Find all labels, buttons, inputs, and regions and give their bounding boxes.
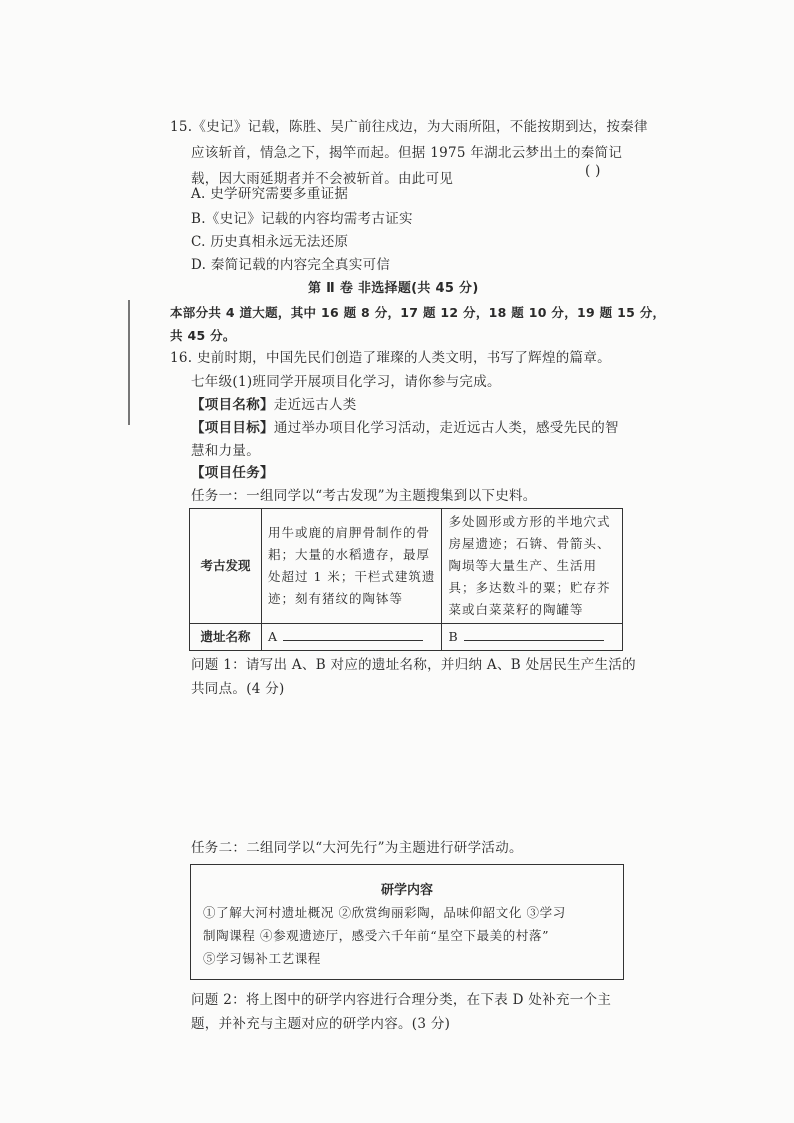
study-content-row2: 制陶课程 ④参观遗迹厅，感受六千年前“星空下最美的村落”	[203, 928, 550, 943]
task1-text: 任务一：一组同学以“考古发现”为主题搜集到以下史料。	[191, 488, 537, 504]
q16-line1: 16. 史前时期，中国先民们创造了璀璨的人类文明，书写了辉煌的篇章。	[170, 350, 611, 366]
project-name-label: 【项目名称】	[191, 397, 274, 413]
q16-line2: 七年级(1)班同学开展项目化学习，请你参与完成。	[191, 374, 501, 390]
project-goal-label: 【项目目标】	[191, 420, 274, 436]
q15-option-b: B.《史记》记载的内容均需考古证实	[191, 211, 413, 227]
study-content-title: 研学内容	[380, 883, 433, 898]
section2-intro-line1: 本部分共 4 道大题，其中 16 题 8 分，17 题 12 分，18 题 10 分，19 题 15 分，	[170, 305, 666, 320]
table-header-discovery: 考古发现	[190, 509, 262, 624]
table-row	[190, 624, 623, 651]
project-name	[191, 395, 357, 415]
project-goal-line2: 慧和力量。	[191, 443, 260, 459]
project-goal	[191, 418, 619, 438]
q15-option-a: A. 史学研究需要多重证据	[191, 186, 349, 202]
project-name-value: 走近远古人类	[273, 397, 357, 413]
q15-answer-paren: ( )	[585, 163, 601, 179]
study-content-row3: ⑤学习锡补工艺课程	[203, 951, 321, 966]
q15-line3: 载，因大雨延期者并不会被斩首。由此可见	[191, 171, 454, 187]
question1-line1: 问题 1：请写出 A、B 对应的遗址名称，并归纳 A、B 处居民生产生活的	[191, 657, 636, 673]
project-task-label: 【项目任务】	[191, 465, 274, 481]
question2-line1: 问题 2：将上图中的研学内容进行合理分类，在下表 D 处补充一个主	[191, 992, 612, 1008]
question2-line2: 题，并补充与主题对应的研学内容。(3 分)	[191, 1016, 451, 1032]
q15-option-c: C. 历史真相永远无法还原	[191, 234, 349, 250]
site-name-a-cell	[261, 624, 442, 651]
project-goal-value-1: 通过举办项目化学习活动，走近远古人类，感受先民的智	[273, 420, 619, 436]
table-row	[190, 509, 623, 624]
site-b-blank[interactable]	[464, 628, 604, 641]
margin-mark	[128, 300, 130, 425]
study-content-row1: ①了解大河村遗址概况 ②欣赏绚丽彩陶，品味仰韶文化 ③学习	[203, 905, 566, 920]
site-label-b: B	[448, 629, 458, 644]
section2-title: 第 Ⅱ 卷 非选择题(共 45 分)	[308, 281, 479, 296]
study-content-box	[190, 864, 624, 980]
section2-intro-line2: 共 45 分。	[170, 328, 236, 343]
site-label-a: A	[267, 629, 278, 644]
q15-line1: 15.《史记》记载，陈胜、吴广前往戍边，为大雨所阻，不能按期到达，按秦律	[170, 119, 648, 135]
archaeology-table	[189, 508, 623, 651]
q15-line2: 应该斩首，情急之下，揭竿而起。但据 1975 年湖北云梦出土的秦简记	[191, 145, 623, 161]
table-header-site-name: 遗址名称	[190, 624, 262, 651]
table-cell-a: 用牛或鹿的肩胛骨制作的骨耜；大量的水稻遗存，最厚处超过 1 米；干栏式建筑遗迹；刻有猪纹的陶钵等	[261, 509, 442, 624]
task2-text: 任务二：二组同学以“大河先行”为主题进行研学活动。	[191, 840, 523, 856]
table-cell-b: 多处圆形或方形的半地穴式房屋遗迹；石锛、骨箭头、陶埙等大量生产、生活用具；多达数斗的粟；贮存芥菜或白菜菜籽的陶罐等	[442, 509, 623, 624]
q15-option-d: D. 秦简记载的内容完全真实可信	[191, 257, 391, 273]
question1-line2: 共同点。(4 分)	[191, 681, 285, 697]
site-a-blank[interactable]	[283, 628, 423, 641]
site-name-b-cell	[442, 624, 623, 651]
